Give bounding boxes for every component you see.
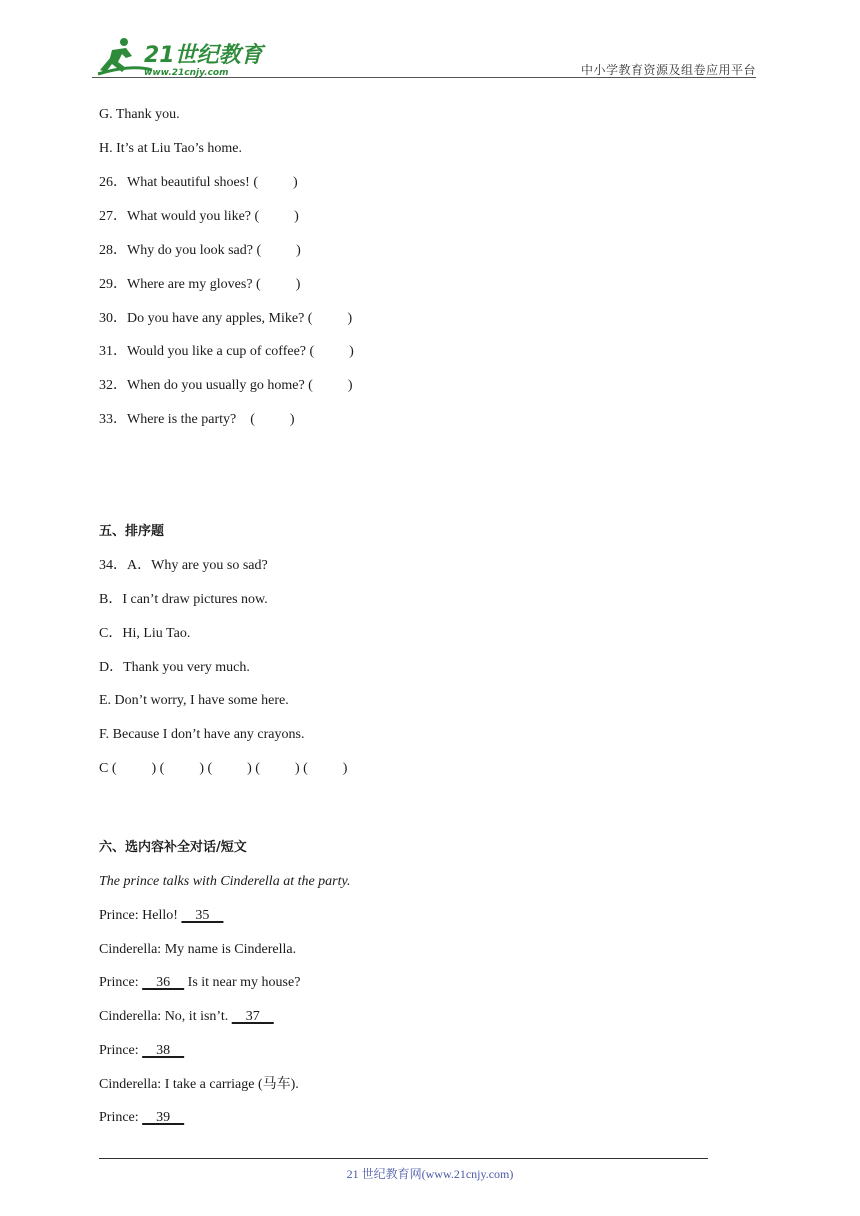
dialog-line [99, 906, 223, 926]
option-g: G. Thank you. [99, 107, 180, 122]
dialog-text: Cinderella: I take a carriage (马车). [99, 1077, 299, 1092]
sort-option-f: F. Because I don’t have any crayons. [99, 727, 305, 742]
header-platform-text: 中小学教育资源及组卷应用平台 [580, 63, 756, 77]
dialog-text: Cinderella: My name is Cinderella. [99, 942, 297, 957]
dialog-text: Prince: [99, 1110, 143, 1125]
question-28: 28．Why do you look sad? ( ) [99, 243, 301, 258]
blank-38: 38 [142, 1043, 185, 1058]
logo [92, 34, 267, 78]
dialog-line [99, 1108, 184, 1128]
question-30: 30．Do you have any apples, Mike? ( ) [99, 311, 353, 326]
footer-divider [99, 1158, 708, 1159]
blank-37: 37 [231, 1009, 274, 1024]
question-31: 31．Would you like a cup of coffee? ( ) [99, 344, 354, 359]
blank-36: 36 [142, 975, 185, 990]
dialog-line [99, 1075, 299, 1095]
dialog-line [99, 1041, 184, 1061]
question-34-a: 34．A．Why are you so sad? [99, 558, 268, 573]
sort-option-e: E. Don’t worry, I have some here. [99, 693, 289, 708]
dialog-text: Prince: [99, 1043, 143, 1058]
option-h: H. It’s at Liu Tao’s home. [99, 141, 243, 156]
logo-text: 21世纪教育 [144, 43, 263, 68]
dialog-text: Prince: [99, 975, 143, 990]
section-5-title: 五、排序题 [99, 524, 165, 539]
dialog-line [99, 1007, 274, 1027]
question-32: 32．When do you usually go home? ( ) [99, 378, 353, 393]
logo-url: www.21cnjy.com [144, 68, 229, 78]
sort-option-b: B．I can’t draw pictures now. [99, 592, 268, 607]
dialog-text: Prince: Hello! [99, 908, 182, 923]
sort-option-d: D．Thank you very much. [99, 660, 250, 675]
sort-answer-row: C ( ) ( ) ( ) ( ) ( ) [99, 761, 348, 776]
dialog-line [99, 973, 300, 993]
dialog-line [99, 940, 296, 960]
footer-link[interactable]: 21 世纪教育网(www.21cnjy.com) [346, 1167, 514, 1181]
question-27: 27．What would you like? ( ) [99, 209, 299, 224]
dialog-text: Is it near my house? [184, 975, 301, 990]
page-header [92, 30, 756, 78]
question-33: 33．Where is the party? ( ) [99, 412, 295, 427]
dialog-text: Cinderella: No, it isn’t. [99, 1009, 232, 1024]
header-divider [92, 77, 756, 78]
blank-35: 35 [181, 908, 224, 923]
dialog-intro: The prince talks with Cinderella at the party. [99, 874, 351, 889]
section-6-title: 六、选内容补全对话/短文 [99, 840, 247, 855]
question-26: 26．What beautiful shoes! ( ) [99, 175, 298, 190]
sort-option-c: C．Hi, Liu Tao. [99, 626, 191, 641]
question-29: 29．Where are my gloves? ( ) [99, 277, 301, 292]
blank-39: 39 [142, 1110, 185, 1125]
